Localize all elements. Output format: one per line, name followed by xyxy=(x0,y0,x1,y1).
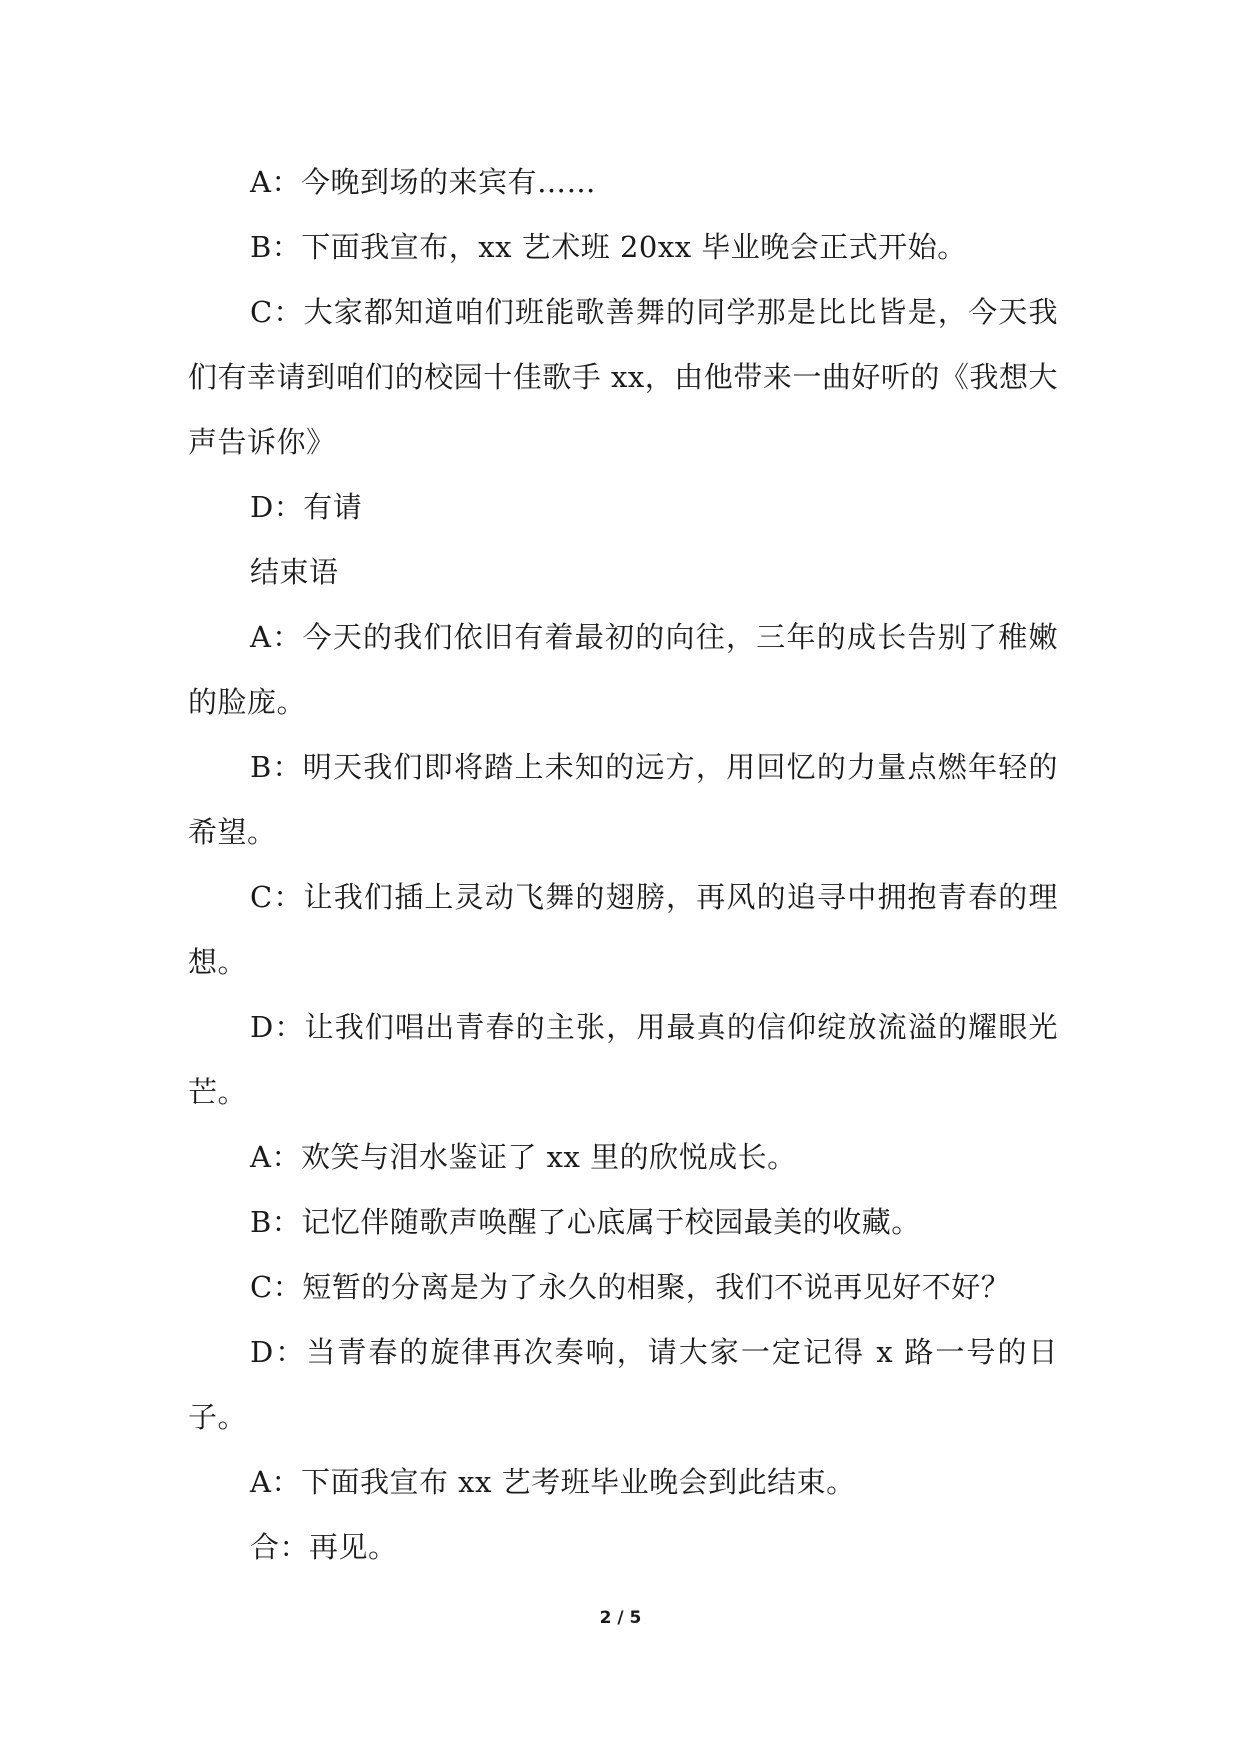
paragraph: C：让我们插上灵动飞舞的翅膀，再风的追寻中拥抱青春的理想。 xyxy=(188,880,1058,979)
paragraph: B：下面我宣布，xx 艺术班 20xx 毕业晚会正式开始。 xyxy=(250,230,967,264)
paragraph: B：明天我们即将踏上未知的远方，用回忆的力量点燃年轻的希望。 xyxy=(188,750,1058,849)
paragraph: B：记忆伴随歌声唤醒了心底属于校园最美的收藏。 xyxy=(250,1205,921,1239)
paragraph: A：欢笑与泪水鉴证了 xx 里的欣悦成长。 xyxy=(250,1140,797,1174)
paragraph: 合：再见。 xyxy=(250,1530,398,1564)
section-heading: 结束语 xyxy=(250,555,339,589)
paragraph: D：有请 xyxy=(250,490,363,524)
paragraph: A：今晚到场的来宾有…… xyxy=(250,165,596,199)
paragraph: C：大家都知道咱们班能歌善舞的同学那是比比皆是，今天我们有幸请到咱们的校园十佳歌手 xx，由他带来一曲好听的《我想大声告诉你》 xyxy=(188,295,1058,459)
paragraph: D：当青春的旋律再次奏响，请大家一定记得 x 路一号的日子。 xyxy=(188,1335,1058,1434)
paragraph: A：下面我宣布 xx 艺考班毕业晚会到此结束。 xyxy=(250,1465,856,1499)
paragraph: C：短暂的分离是为了永久的相聚，我们不说再见好不好？ xyxy=(250,1270,1011,1304)
paragraph: A：今天的我们依旧有着最初的向往，三年的成长告别了稚嫩的脸庞。 xyxy=(188,620,1058,719)
document-body xyxy=(188,150,1058,1580)
page-number: 2 / 5 xyxy=(599,1608,642,1628)
paragraph: D：让我们唱出青春的主张，用最真的信仰绽放流溢的耀眼光芒。 xyxy=(188,1010,1058,1109)
